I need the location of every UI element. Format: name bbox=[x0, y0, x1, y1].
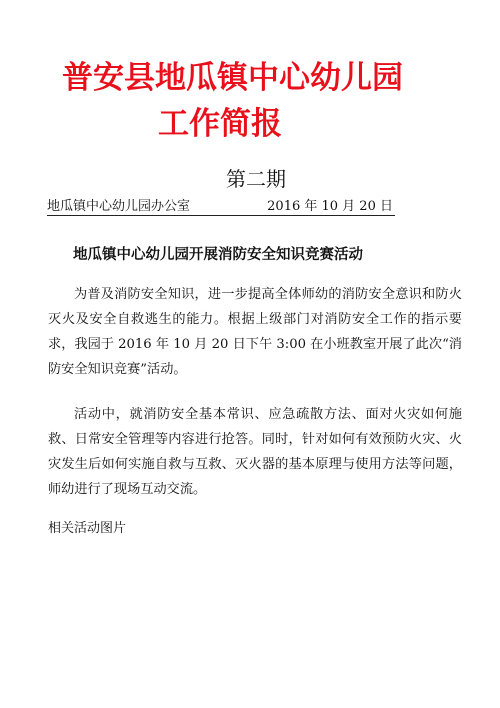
header-divider bbox=[47, 215, 395, 216]
article-heading: 地瓜镇中心幼儿园开展消防安全知识竞赛活动 bbox=[73, 246, 363, 263]
article-paragraph-1: 为普及消防安全知识，进一步提高全体师幼的消防安全意识和防火灭火及安全自救逃生的能力。根据上级部门对消防安全工作的指示要求，我园于 2016 年 10 月 20 日下午 3:00 在小班教室开展了此次“消防安全知识竞赛”活动。 bbox=[48, 287, 462, 377]
bulletin-title-line1: 普安县地瓜镇中心幼儿园 bbox=[62, 60, 403, 96]
office-name: 地瓜镇中心幼儿园办公室 bbox=[47, 199, 191, 214]
related-photos-label: 相关活动图片 bbox=[48, 521, 127, 536]
bulletin-title-line2: 工作简报 bbox=[158, 106, 282, 142]
issue-date: 2016 年 10 月 20 日 bbox=[267, 199, 393, 214]
article-paragraph-2: 活动中，就消防安全基本常识、应急疏散方法、面对火灾如何施救、日常安全管理等内容进行抢答。同时，针对如何有效预防火灾、火灾发生后如何实施自救与互救、灭火器的基本原理与使用方法等问题，师幼进行了现场互动交流。 bbox=[48, 407, 462, 497]
issue-number: 第二期 bbox=[226, 167, 286, 191]
